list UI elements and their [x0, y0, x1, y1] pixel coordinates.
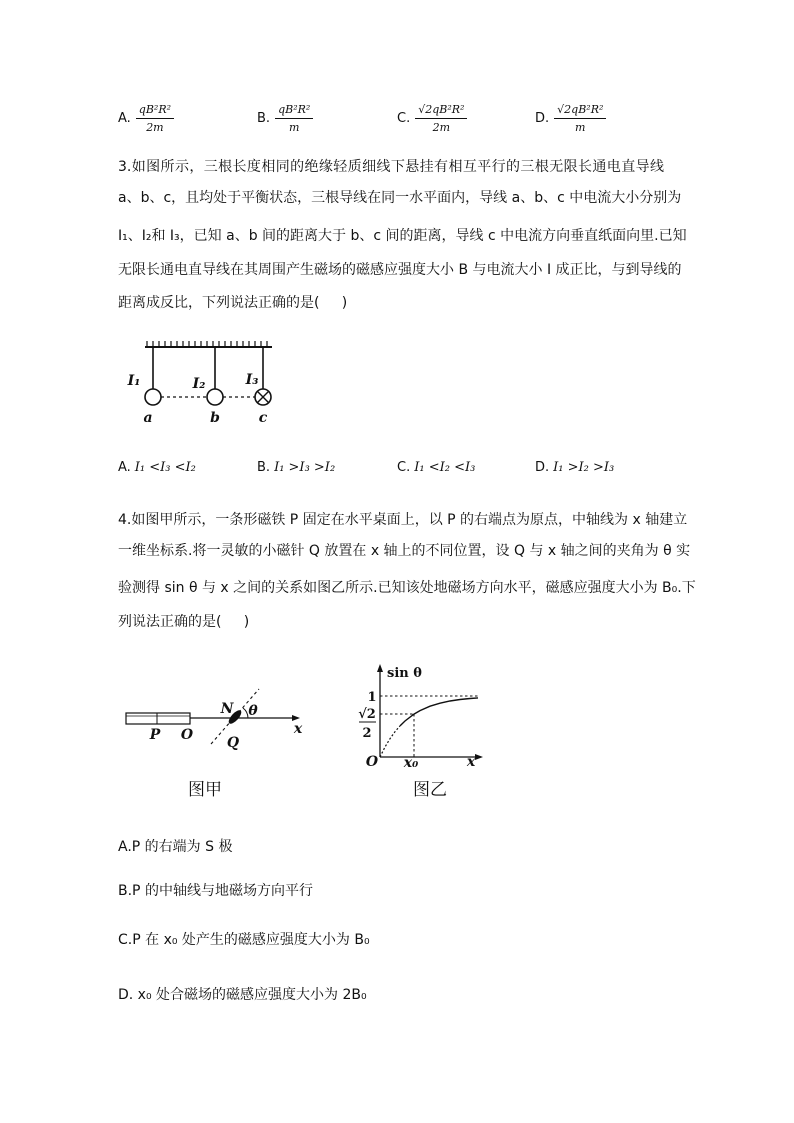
option-text: I₁ <I₂ <I₃: [414, 460, 476, 475]
q4-option-b: B.P 的中轴线与地磁场方向平行: [118, 883, 313, 899]
bar-magnet: [126, 713, 190, 724]
option-label: D.: [535, 460, 550, 475]
fraction-numerator: qB²R²: [275, 103, 313, 119]
figure-b-caption: 图乙: [413, 780, 447, 800]
x-axis-arrow-icon: [475, 754, 483, 760]
curve-dotted-part: [380, 726, 400, 757]
fraction-numerator: √2qB²R²: [415, 103, 467, 119]
q4-line-3: 验测得 sin θ 与 x 之间的关系如图乙所示.已知该处地磁场方向水平，磁感应强度大小为 B₀.下: [118, 580, 696, 596]
q2-option-a: [118, 100, 174, 136]
q4-option-d: D. x₀ 处合磁场的磁感应强度大小为 2B₀: [118, 987, 367, 1003]
fraction: [415, 103, 467, 134]
option-label: C.: [397, 460, 411, 475]
wire-b-circle: [207, 389, 223, 405]
label-p: P: [149, 727, 161, 743]
fraction-denominator: m: [575, 120, 586, 134]
origin-label: O: [365, 754, 379, 770]
q3-option-c: [397, 458, 475, 478]
fraction: [554, 103, 606, 134]
q4-figure-a: [115, 680, 310, 755]
y-axis-arrow-icon: [377, 664, 383, 672]
current-label-i3: I₃: [245, 372, 259, 388]
fraction-numerator: √2qB²R²: [554, 103, 606, 119]
q2-option-b: [257, 100, 313, 136]
q4-line-1: 4.如图甲所示，一条形磁铁 P 固定在水平桌面上，以 P 的右端点为原点，中轴线为 x 轴建立: [118, 512, 688, 528]
option-label: A.: [118, 110, 131, 126]
q3-line-2: a、b、c，且均处于平衡状态，三根导线在同一水平面内，导线 a、b、c 中电流大小分别为: [118, 190, 682, 206]
label-q: Q: [226, 735, 240, 751]
label-theta: θ: [248, 703, 258, 719]
current-label-i1: I₁: [127, 373, 141, 389]
option-label: A.: [118, 460, 131, 475]
option-text: I₁ <I₃ <I₂: [134, 460, 196, 475]
wire-label-c: c: [258, 410, 268, 426]
q3-line-3: I₁、I₂和 I₃，已知 a、b 间的距离大于 b、c 间的距离，导线 c 中电流方向垂直纸面向里.已知: [118, 228, 687, 244]
q4-line-2: 一维坐标系.将一灵敏的小磁针 Q 放置在 x 轴上的不同位置，设 Q 与 x 轴之间的夹角为 θ 实: [118, 543, 691, 559]
current-label-i2: I₂: [192, 376, 206, 392]
q3-line-1: 3.如图所示，三根长度相同的绝缘轻质细线下悬挂有相互平行的三根无限长通电直导线: [118, 159, 664, 175]
fraction: [136, 103, 174, 134]
fraction: [275, 103, 313, 134]
option-label: D.: [535, 110, 550, 126]
curve-solid-part: [400, 698, 478, 726]
option-label: B.: [257, 110, 271, 126]
label-n: N: [220, 701, 234, 717]
wire-a-circle: [145, 389, 161, 405]
fraction-numerator: qB²R²: [136, 103, 174, 119]
ceiling-hatch: [147, 341, 267, 347]
theta-arc: [243, 708, 248, 718]
figure-a-caption: 图甲: [188, 780, 222, 800]
wire-label-b: b: [210, 410, 220, 426]
q4-figure-b: [350, 660, 485, 772]
fraction-denominator: 2m: [432, 120, 451, 134]
y-tick-frac-numerator: √2: [358, 707, 376, 722]
q3-wires-figure: [110, 330, 290, 430]
x-axis-label: x: [466, 754, 476, 770]
y-tick-one: 1: [367, 690, 377, 705]
option-text: I₁ >I₂ >I₃: [553, 460, 615, 475]
q3-option-b: [257, 458, 335, 478]
label-x-axis: x: [293, 721, 303, 737]
wire-label-a: a: [143, 410, 153, 426]
y-axis-label: sin θ: [387, 666, 422, 681]
q3-line-4: 无限长通电直导线在其周围产生磁场的磁感应强度大小 B 与电流大小 I 成正比，与到导线的: [118, 262, 682, 278]
q3-option-a: [118, 458, 196, 478]
y-tick-frac-denominator: 2: [362, 726, 372, 741]
q2-option-d: [535, 100, 606, 136]
option-text: I₁ >I₃ >I₂: [274, 460, 336, 475]
q4-line-4: 列说法正确的是( ): [118, 614, 250, 630]
q2-option-c: [397, 100, 467, 136]
fraction-denominator: 2m: [146, 120, 164, 134]
option-label: B.: [257, 460, 271, 475]
fraction-denominator: m: [288, 120, 300, 134]
q4-option-c: C.P 在 x₀ 处产生的磁感应强度大小为 B₀: [118, 932, 370, 948]
q3-option-d: [535, 458, 614, 478]
q4-option-a: A.P 的右端为 S 极: [118, 839, 233, 855]
x0-label: x₀: [403, 755, 419, 771]
q3-line-5: 距离成反比，下列说法正确的是( ): [118, 295, 348, 311]
option-label: C.: [397, 110, 411, 126]
label-origin: O: [180, 727, 194, 743]
